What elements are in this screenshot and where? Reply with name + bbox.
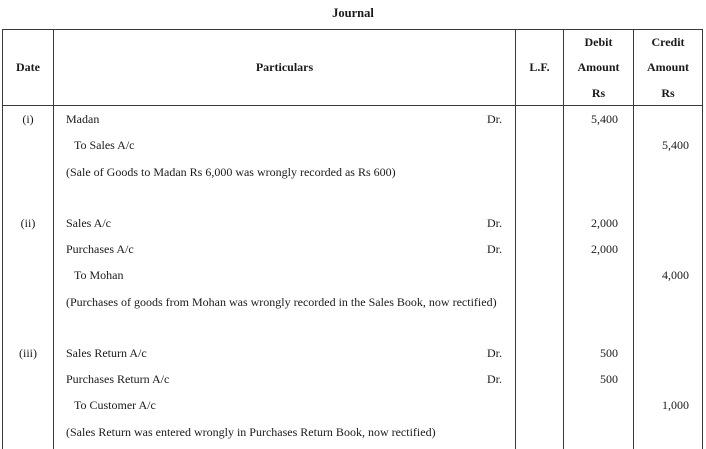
table-left-border <box>2 29 3 449</box>
entry-3-debit-account-1: Sales Return A/c <box>66 346 147 360</box>
entry-3-debit-amount-2: 500 <box>600 372 618 386</box>
header-bottom-border <box>2 105 703 106</box>
header-debit-line2: Amount <box>577 60 620 74</box>
entry-3-dr-marker-1: Dr. <box>487 346 502 360</box>
entry-3-debit-account-2: Purchases Return A/c <box>66 372 170 386</box>
entry-2-debit-account-2: Purchases A/c <box>66 242 134 256</box>
header-lf: L.F. <box>529 60 550 74</box>
entry-3-credit-account: To Customer A/c <box>74 398 156 412</box>
particulars-column-divider <box>515 29 516 449</box>
entry-1-credit-amount: 5,400 <box>662 138 689 152</box>
entry-1-debit-account: Madan <box>66 112 100 126</box>
header-credit-line2: Amount <box>646 60 689 74</box>
entry-1-debit-amount: 5,400 <box>591 112 618 126</box>
entry-1-dr-marker: Dr. <box>487 112 502 126</box>
entry-2-debit-account-1: Sales A/c <box>66 216 111 230</box>
header-particulars: Particulars <box>255 60 314 74</box>
entry-3-date: (iii) <box>19 346 37 360</box>
entry-3-credit-amount: 1,000 <box>662 398 689 412</box>
entry-3-narration: (Sales Return was entered wrongly in Purchases Return Book, now rectified) <box>66 425 436 439</box>
table-top-border <box>2 29 703 30</box>
entry-2-debit-amount-1: 2,000 <box>591 216 618 230</box>
date-column-divider <box>53 29 54 449</box>
journal-title: Journal <box>332 6 374 20</box>
entry-2-credit-account: To Mohan <box>74 268 124 282</box>
entry-1-narration: (Sale of Goods to Madan Rs 6,000 was wrongly recorded as Rs 600) <box>66 165 396 179</box>
entry-2-narration: (Purchases of goods from Mohan was wrongly recorded in the Sales Book, now rectified) <box>66 295 497 309</box>
entry-1-credit-account: To Sales A/c <box>74 138 135 152</box>
entry-2-dr-marker-2: Dr. <box>487 242 502 256</box>
entry-2-date: (ii) <box>20 216 36 230</box>
entry-3-dr-marker-2: Dr. <box>487 372 502 386</box>
entry-3-debit-amount-1: 500 <box>600 346 618 360</box>
header-debit-line1: Debit <box>584 35 613 49</box>
header-credit-line3: Rs <box>661 86 675 100</box>
header-debit-line3: Rs <box>591 86 606 100</box>
header-date: Date <box>16 60 40 74</box>
header-credit-line1: Credit <box>651 35 685 49</box>
table-right-border <box>702 29 703 449</box>
entry-2-debit-amount-2: 2,000 <box>591 242 618 256</box>
entry-2-dr-marker-1: Dr. <box>487 216 502 230</box>
entry-1-date: (i) <box>22 112 34 126</box>
entry-2-credit-amount: 4,000 <box>662 268 689 282</box>
